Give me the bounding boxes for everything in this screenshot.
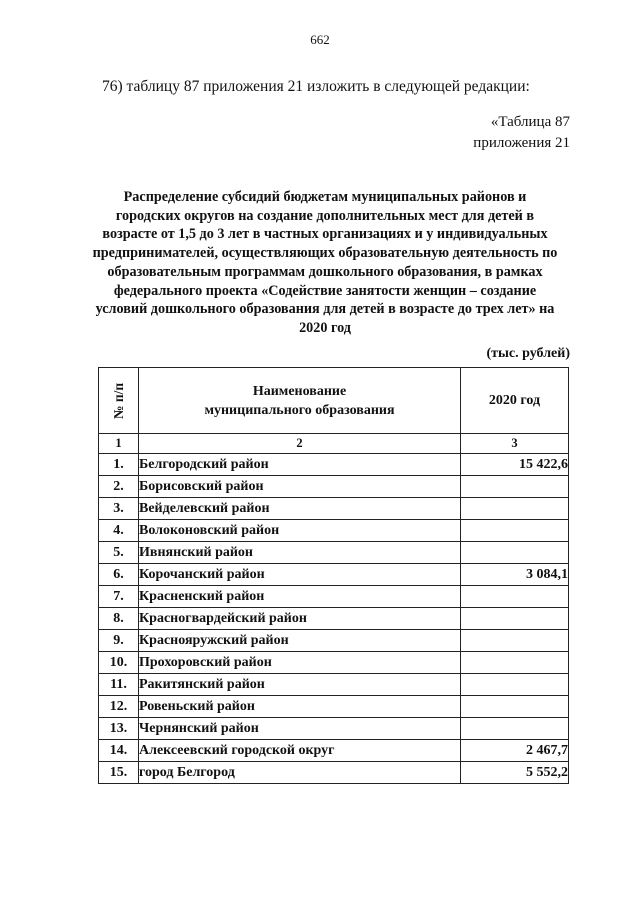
- row-number: 8.: [99, 608, 139, 630]
- row-value: [461, 586, 569, 608]
- row-municipality: Алексеевский городской округ: [139, 740, 461, 762]
- table-row: [99, 476, 569, 498]
- table-row: [99, 740, 569, 762]
- amendment-instruction: 76) таблицу 87 приложения 21 изложить в следующей редакции:: [102, 78, 530, 95]
- row-municipality: Корочанский район: [139, 564, 461, 586]
- row-municipality: Прохоровский район: [139, 652, 461, 674]
- header-number-label: № п/п: [110, 382, 126, 419]
- row-value: [461, 674, 569, 696]
- table-row: [99, 630, 569, 652]
- table-row: [99, 454, 569, 476]
- table-row: [99, 608, 569, 630]
- table-row: [99, 586, 569, 608]
- header-municipality: [139, 368, 461, 434]
- row-municipality: Борисовский район: [139, 476, 461, 498]
- row-value: [461, 696, 569, 718]
- table-row: [99, 498, 569, 520]
- row-number: 3.: [99, 498, 139, 520]
- row-municipality: город Белгород: [139, 762, 461, 784]
- row-value: [461, 718, 569, 740]
- table-row: [99, 674, 569, 696]
- row-value: [461, 476, 569, 498]
- row-number: 13.: [99, 718, 139, 740]
- row-number: 2.: [99, 476, 139, 498]
- table-row: [99, 762, 569, 784]
- row-municipality: Чернянский район: [139, 718, 461, 740]
- row-number: 11.: [99, 674, 139, 696]
- row-municipality: Вейделевский район: [139, 498, 461, 520]
- row-number: 10.: [99, 652, 139, 674]
- row-value: [461, 520, 569, 542]
- document-title: Распределение субсидий бюджетам муниципальных районов и городских округов на создание дополнительных мест для детей в возрасте от 1,5 до 3 лет в частных организациях и у индивидуальных предпринимателей, осуществляющих образовательную деятельность по образовательным программам дошкольного образования, в рамках федерального проекта «Содействие занятости женщин – создание условий дошкольного образования для детей в возрасте до трех лет» на 2020 год: [92, 189, 558, 336]
- table-row: [99, 520, 569, 542]
- row-number: 1.: [99, 454, 139, 476]
- row-municipality: Ивнянский район: [139, 542, 461, 564]
- units-label: (тыс. рублей): [486, 346, 570, 361]
- table-caption-line-1: «Таблица 87: [490, 114, 570, 130]
- row-number: 4.: [99, 520, 139, 542]
- row-number: 7.: [99, 586, 139, 608]
- row-municipality: Ракитянский район: [139, 674, 461, 696]
- row-number: 9.: [99, 630, 139, 652]
- table-caption: [473, 112, 570, 154]
- row-municipality: Ровеньский район: [139, 696, 461, 718]
- row-value: 15 422,6: [461, 454, 569, 476]
- column-number-2: 2: [139, 434, 461, 454]
- row-municipality: Белгородский район: [139, 454, 461, 476]
- table-row: [99, 542, 569, 564]
- row-number: 15.: [99, 762, 139, 784]
- row-number: 12.: [99, 696, 139, 718]
- header-municipality-line-1: Наименование: [252, 383, 347, 399]
- column-number-3: 3: [461, 434, 569, 454]
- row-value: 5 552,2: [461, 762, 569, 784]
- column-number-row: [99, 434, 569, 454]
- row-value: 2 467,7: [461, 740, 569, 762]
- table-row: [99, 696, 569, 718]
- row-number: 5.: [99, 542, 139, 564]
- row-municipality: Красногвардейский район: [139, 608, 461, 630]
- row-municipality: Краснояружский район: [139, 630, 461, 652]
- row-municipality: Красненский район: [139, 586, 461, 608]
- row-number: 14.: [99, 740, 139, 762]
- page-number: 662: [310, 32, 330, 47]
- row-value: [461, 630, 569, 652]
- row-value: [461, 608, 569, 630]
- row-value: 3 084,1: [461, 564, 569, 586]
- row-value: [461, 542, 569, 564]
- table-row: [99, 718, 569, 740]
- row-municipality: Волоконовский район: [139, 520, 461, 542]
- row-number: 6.: [99, 564, 139, 586]
- row-value: [461, 652, 569, 674]
- row-value: [461, 498, 569, 520]
- subsidy-table: [98, 367, 569, 784]
- table-row: [99, 652, 569, 674]
- header-year: 2020 год: [461, 368, 569, 434]
- table-row: [99, 564, 569, 586]
- table-caption-line-2: приложения 21: [473, 135, 570, 151]
- header-number: [99, 368, 139, 434]
- header-municipality-line-2: муниципального образования: [204, 402, 395, 418]
- column-number-1: 1: [99, 434, 139, 454]
- table-header-row: [99, 368, 569, 434]
